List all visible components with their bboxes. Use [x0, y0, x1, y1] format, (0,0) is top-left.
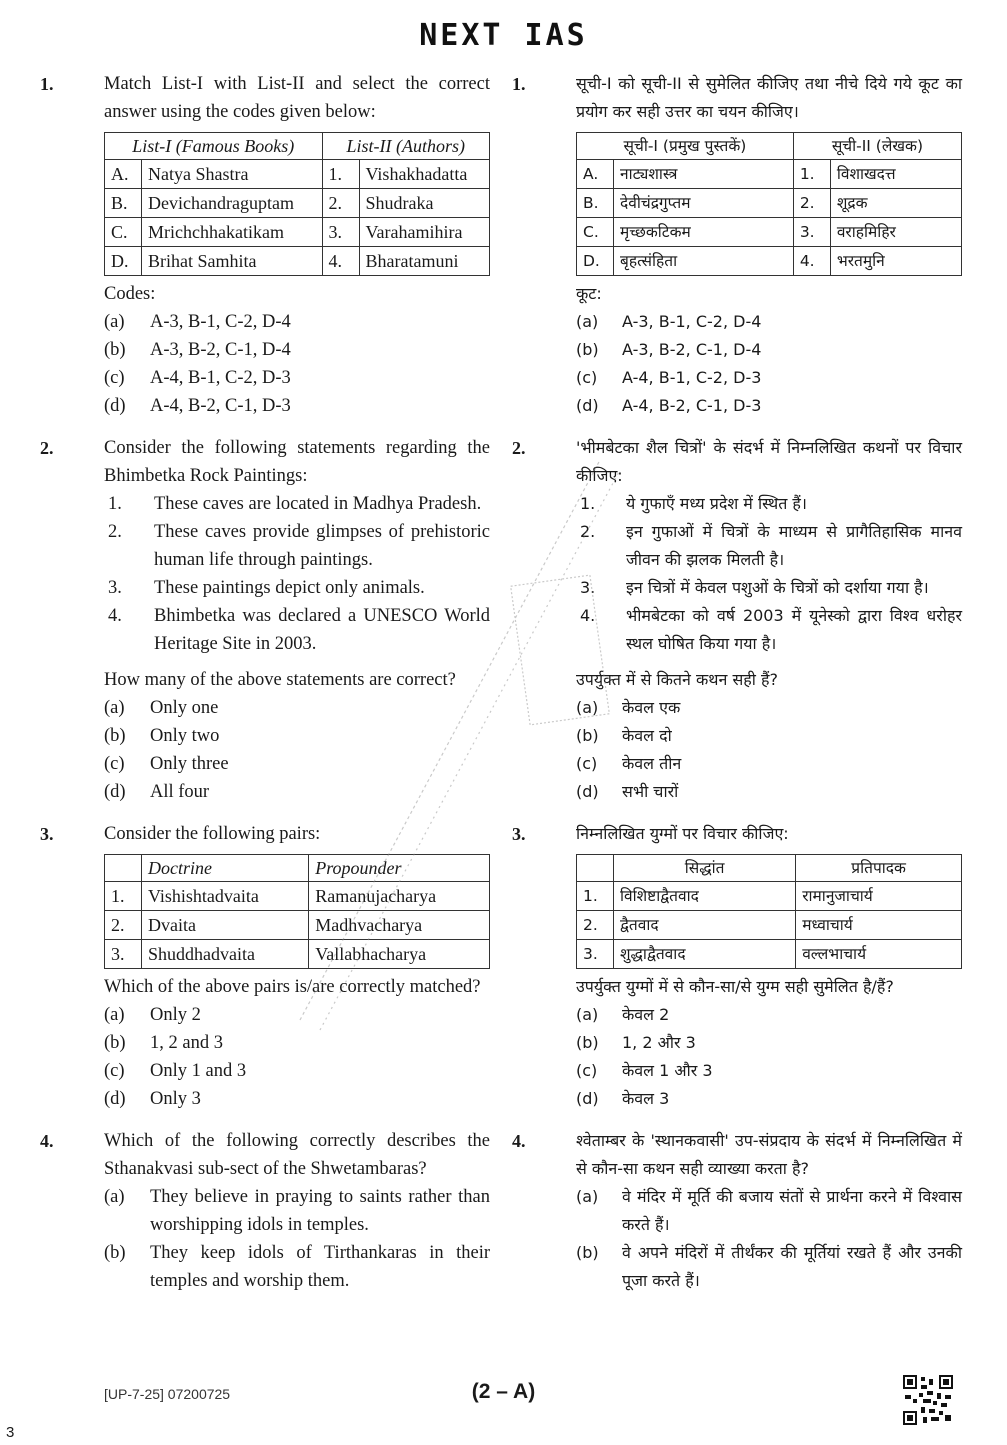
option-text: Only three — [150, 754, 229, 774]
table-header-list-1: सूची-I (प्रमुख पुस्तकें) — [577, 133, 794, 160]
option-a — [104, 308, 490, 336]
question-prompt: उपर्युक्त में से कितने कथन सही हैं? — [576, 670, 779, 689]
table-cell: D. — [577, 247, 614, 276]
question-number: 1. — [40, 74, 54, 94]
option-text: केवल 1 और 3 — [622, 1061, 713, 1080]
option-text: A-4, B-2, C-1, D-3 — [622, 396, 762, 415]
pairs-table — [576, 854, 962, 969]
table-row — [577, 218, 962, 247]
option-text: 1, 2 और 3 — [622, 1033, 696, 1052]
table-row — [105, 160, 490, 189]
question-prompt: उपर्युक्त युग्मों में से कौन-सा/से युग्म सही सुमेलित है/हैं? — [576, 977, 894, 996]
question-2-hi — [512, 434, 962, 806]
option-label: (b) — [104, 340, 126, 360]
option-c — [576, 364, 962, 392]
question-stem: Consider the following pairs: — [104, 824, 321, 844]
table-header-propounder: प्रतिपादक — [796, 855, 962, 882]
table-cell: 2. — [577, 911, 614, 940]
table-cell: द्वैतवाद — [614, 911, 796, 940]
option-label: (a) — [576, 1187, 599, 1206]
option-text: वे मंदिर में मूर्ति की बजाय संतों से प्रार्थना करने में विश्वास करते हैं। — [622, 1187, 962, 1234]
option-b — [104, 1239, 490, 1295]
option-text: वे अपने मंदिरों में तीर्थंकर की मूर्तियां रखते हैं और उनकी पूजा करते हैं। — [622, 1243, 962, 1290]
option-label: (c) — [576, 368, 598, 387]
table-cell: 3. — [793, 218, 830, 247]
statement-label: 3. — [108, 578, 122, 598]
option-d — [576, 778, 962, 806]
option-c — [104, 750, 490, 778]
table-cell: 1. — [322, 160, 359, 189]
option-d — [576, 392, 962, 420]
option-text: केवल एक — [622, 698, 681, 717]
option-b — [104, 336, 490, 364]
question-stem: 'भीमबेटका शैल चित्रों' के संदर्भ में निम्नलिखित कथनों पर विचार कीजिए: — [576, 438, 962, 485]
option-text: Only one — [150, 698, 219, 718]
statement-text: These caves are located in Madhya Pradesh. — [154, 494, 482, 514]
statement-label: 4. — [580, 606, 596, 625]
question-number: 3. — [512, 824, 526, 844]
option-label: (b) — [576, 1033, 599, 1052]
table-cell: Ramanujacharya — [309, 882, 490, 911]
option-a — [576, 1183, 962, 1239]
table-row — [577, 160, 962, 189]
question-stem: Match List-I with List-II and select the correct answer using the codes given below: — [104, 74, 490, 122]
table-cell: Dvaita — [142, 911, 309, 940]
table-cell: शूद्रक — [830, 189, 961, 218]
footer-code: [UP-7-25] 07200725 — [104, 1386, 231, 1402]
option-d — [104, 392, 490, 420]
table-header-doctrine: Doctrine — [142, 855, 309, 882]
table-row — [105, 882, 490, 911]
option-text: A-3, B-1, C-2, D-4 — [622, 312, 762, 331]
match-table — [104, 132, 490, 276]
question-number: 3. — [40, 824, 54, 844]
question-1-en — [40, 70, 490, 420]
table-row — [577, 189, 962, 218]
table-cell: D. — [105, 247, 142, 276]
table-cell: Vishishtadvaita — [142, 882, 309, 911]
option-text: Only two — [150, 726, 220, 746]
option-c — [576, 750, 962, 778]
question-2-en — [40, 434, 490, 806]
table-cell: मृच्छकटिकम — [614, 218, 794, 247]
statement-text: इन गुफाओं में चित्रों के माध्यम से प्रागैतिहासिक मानव जीवन की झलक मिलती है। — [626, 522, 962, 569]
table-cell: 4. — [793, 247, 830, 276]
table-cell: 1. — [105, 882, 142, 911]
option-a — [104, 694, 490, 722]
option-label: (a) — [576, 312, 599, 331]
question-4-en — [40, 1127, 490, 1295]
table-cell: 2. — [793, 189, 830, 218]
table-header-propounder: Propounder — [309, 855, 490, 882]
table-cell: Devichandraguptam — [142, 189, 323, 218]
statement-3 — [576, 574, 962, 602]
option-c — [104, 364, 490, 392]
option-d — [104, 1085, 490, 1113]
table-header-blank — [105, 855, 142, 882]
option-label: (a) — [104, 698, 125, 718]
table-row — [105, 911, 490, 940]
table-cell: 3. — [105, 940, 142, 969]
option-label: (c) — [104, 754, 125, 774]
statement-label: 2. — [108, 522, 122, 542]
statement-text: इन चित्रों में केवल पशुओं के चित्रों को दर्शाया गया है। — [626, 578, 929, 597]
option-c — [576, 1057, 962, 1085]
option-a — [576, 1001, 962, 1029]
table-row — [105, 218, 490, 247]
table-header-doctrine: सिद्धांत — [614, 855, 796, 882]
option-label: (d) — [104, 396, 126, 416]
table-row — [577, 247, 962, 276]
statement-2 — [104, 518, 490, 574]
table-header-list-2: सूची-II (लेखक) — [793, 133, 961, 160]
question-4-hi — [512, 1127, 962, 1295]
option-label: (a) — [104, 312, 125, 332]
option-d — [576, 1085, 962, 1113]
option-text: सभी चारों — [622, 782, 679, 801]
hindi-column — [512, 70, 962, 1309]
option-text: They believe in praying to saints rather than worshipping idols in temples. — [150, 1187, 490, 1235]
option-label: (b) — [104, 1243, 126, 1263]
option-d — [104, 778, 490, 806]
statement-text: These caves provide glimpses of prehistoric human life through paintings. — [154, 522, 490, 570]
english-column — [40, 70, 490, 1309]
option-label: (d) — [576, 396, 599, 415]
table-cell: Varahamihira — [359, 218, 489, 247]
option-label: (b) — [576, 340, 599, 359]
statement-label: 2. — [580, 522, 596, 541]
table-cell: Mrichchhakatikam — [142, 218, 323, 247]
table-cell: Bharatamuni — [359, 247, 489, 276]
page-number: 3 — [6, 1424, 15, 1441]
option-a — [576, 308, 962, 336]
table-cell: C. — [105, 218, 142, 247]
option-label: (a) — [104, 1005, 125, 1025]
question-number: 4. — [40, 1131, 54, 1151]
table-cell: 1. — [793, 160, 830, 189]
question-3-hi — [512, 820, 962, 1113]
codes-label: Codes: — [104, 284, 156, 304]
option-label: (d) — [576, 782, 599, 801]
option-a — [104, 1183, 490, 1239]
question-prompt: How many of the above statements are correct? — [104, 670, 456, 690]
option-b — [576, 336, 962, 364]
table-row — [105, 189, 490, 218]
page-header-logo: NEXT IAS — [419, 18, 588, 53]
statement-4 — [576, 602, 962, 658]
option-text: A-3, B-1, C-2, D-4 — [150, 312, 291, 332]
table-cell: रामानुजाचार्य — [796, 882, 962, 911]
option-text: केवल 2 — [622, 1005, 670, 1024]
table-cell: Vallabhacharya — [309, 940, 490, 969]
option-text: केवल तीन — [622, 754, 682, 773]
option-label: (b) — [104, 726, 126, 746]
table-cell: Shudraka — [359, 189, 489, 218]
option-label: (d) — [104, 782, 126, 802]
table-cell: B. — [105, 189, 142, 218]
statement-label: 3. — [580, 578, 596, 597]
table-cell: विशिष्टाद्वैतवाद — [614, 882, 796, 911]
table-header-list-1: List-I (Famous Books) — [105, 133, 323, 160]
table-cell: शुद्धाद्वैतवाद — [614, 940, 796, 969]
qr-code-icon — [903, 1375, 953, 1425]
option-b — [104, 1029, 490, 1057]
table-cell: बृहत्संहिता — [614, 247, 794, 276]
table-cell: 2. — [105, 911, 142, 940]
option-text: A-3, B-2, C-1, D-4 — [150, 340, 291, 360]
table-row — [577, 882, 962, 911]
option-text: 1, 2 and 3 — [150, 1033, 223, 1053]
table-cell: A. — [105, 160, 142, 189]
option-b — [576, 1239, 962, 1295]
question-number: 4. — [512, 1131, 526, 1151]
question-number: 2. — [40, 438, 54, 458]
table-header-blank — [577, 855, 614, 882]
option-a — [104, 1001, 490, 1029]
statement-label: 1. — [108, 494, 122, 514]
option-b — [576, 722, 962, 750]
question-stem: श्वेताम्बर के 'स्थानकवासी' उप-संप्रदाय के संदर्भ में निम्नलिखित में से कौन-सा कथन सही व्याख्या करता है? — [576, 1131, 962, 1178]
option-text: They keep idols of Tirthankaras in their temples and worship them. — [150, 1243, 490, 1291]
option-label: (a) — [576, 698, 599, 717]
option-label: (c) — [104, 368, 125, 388]
question-stem: निम्नलिखित युग्मों पर विचार कीजिए: — [576, 824, 789, 843]
table-cell: 3. — [577, 940, 614, 969]
option-text: Only 2 — [150, 1005, 201, 1025]
option-label: (b) — [104, 1033, 126, 1053]
option-text: Only 3 — [150, 1089, 201, 1109]
option-label: (d) — [104, 1089, 126, 1109]
table-row — [577, 911, 962, 940]
statement-text: भीमबेटका को वर्ष 2003 में यूनेस्को द्वारा विश्व धरोहर स्थल घोषित किया गया है। — [626, 606, 962, 653]
option-text: Only 1 and 3 — [150, 1061, 247, 1081]
option-label: (d) — [576, 1089, 599, 1108]
option-text: All four — [150, 782, 210, 802]
statement-3 — [104, 574, 490, 602]
table-cell: विशाखदत्त — [830, 160, 961, 189]
option-text: A-4, B-2, C-1, D-3 — [150, 396, 291, 416]
table-cell: Vishakhadatta — [359, 160, 489, 189]
table-cell: C. — [577, 218, 614, 247]
option-label: (c) — [576, 1061, 598, 1080]
option-label: (c) — [576, 754, 598, 773]
question-3-en — [40, 820, 490, 1113]
option-b — [104, 722, 490, 750]
table-header-list-2: List-II (Authors) — [322, 133, 489, 160]
statement-text: ये गुफाएँ मध्य प्रदेश में स्थित हैं। — [626, 494, 807, 513]
option-b — [576, 1029, 962, 1057]
table-cell: Shuddhadvaita — [142, 940, 309, 969]
match-table — [576, 132, 962, 276]
option-a — [576, 694, 962, 722]
statement-label: 1. — [580, 494, 596, 513]
question-number: 1. — [512, 74, 526, 94]
option-label: (a) — [104, 1187, 125, 1207]
table-cell: वराहमिहिर — [830, 218, 961, 247]
table-cell: भरतमुनि — [830, 247, 961, 276]
question-stem: सूची-I को सूची-II से सुमेलित कीजिए तथा नीचे दिये गये कूट का प्रयोग कर सही उत्तर का चयन कीजिए। — [576, 74, 962, 121]
option-c — [104, 1057, 490, 1085]
statement-1 — [104, 490, 490, 518]
statement-text: These paintings depict only animals. — [154, 578, 425, 598]
statement-label: 4. — [108, 606, 122, 626]
statement-1 — [576, 490, 962, 518]
table-cell: मध्वाचार्य — [796, 911, 962, 940]
table-cell: नाट्यशास्त्र — [614, 160, 794, 189]
question-stem: Which of the following correctly describes the Sthanakvasi sub-sect of the Shwetambaras? — [104, 1131, 490, 1179]
question-stem: Consider the following statements regarding the Bhimbetka Rock Paintings: — [104, 438, 490, 486]
booklet-series: (2 – A) — [471, 1380, 536, 1403]
codes-label: कूट: — [576, 284, 602, 303]
question-prompt: Which of the above pairs is/are correctly matched? — [104, 977, 481, 997]
question-number: 2. — [512, 438, 526, 458]
question-1-hi — [512, 70, 962, 420]
table-cell: B. — [577, 189, 614, 218]
option-label: (a) — [576, 1005, 599, 1024]
statement-2 — [576, 518, 962, 574]
table-cell: 2. — [322, 189, 359, 218]
option-label: (c) — [104, 1061, 125, 1081]
statement-text: Bhimbetka was declared a UNESCO World Heritage Site in 2003. — [154, 606, 490, 654]
table-cell: 1. — [577, 882, 614, 911]
table-cell: वल्लभाचार्य — [796, 940, 962, 969]
pairs-table — [104, 854, 490, 969]
option-label: (b) — [576, 1243, 599, 1262]
option-text: A-4, B-1, C-2, D-3 — [622, 368, 762, 387]
table-row — [105, 940, 490, 969]
option-text: केवल 3 — [622, 1089, 670, 1108]
table-cell: 4. — [322, 247, 359, 276]
table-row — [577, 940, 962, 969]
table-cell: A. — [577, 160, 614, 189]
option-text: केवल दो — [622, 726, 672, 745]
table-row — [105, 247, 490, 276]
option-label: (b) — [576, 726, 599, 745]
option-text: A-4, B-1, C-2, D-3 — [150, 368, 291, 388]
option-text: A-3, B-2, C-1, D-4 — [622, 340, 762, 359]
table-cell: Brihat Samhita — [142, 247, 323, 276]
table-cell: Natya Shastra — [142, 160, 323, 189]
table-cell: देवीचंद्रगुप्तम — [614, 189, 794, 218]
table-cell: Madhvacharya — [309, 911, 490, 940]
statement-4 — [104, 602, 490, 658]
table-cell: 3. — [322, 218, 359, 247]
